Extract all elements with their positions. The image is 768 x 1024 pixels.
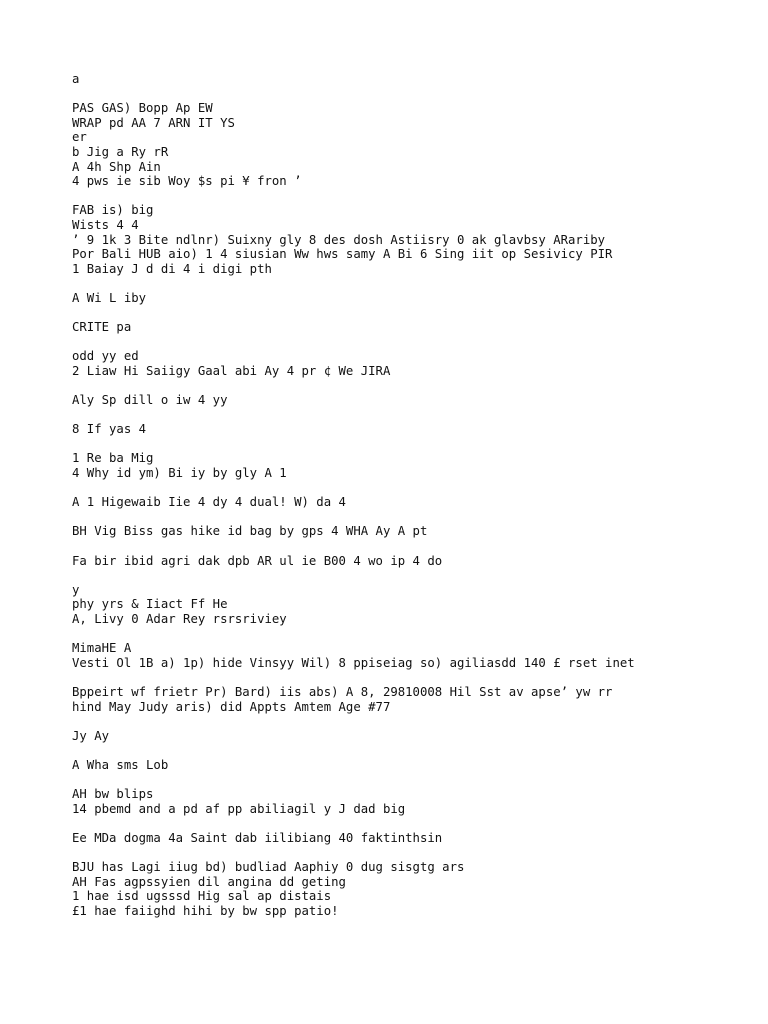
- text-line: y: [72, 582, 80, 597]
- text-line: A 1 Higewaib Iie 4 dy 4 dual! W) da 4: [72, 495, 346, 510]
- text-line: [72, 714, 752, 729]
- text-line: BH Vig Biss gas hike id bag by gps 4 WHA Ay A pt: [72, 524, 428, 539]
- text-line: A Wi L iby: [72, 290, 147, 305]
- text-line: [72, 816, 752, 831]
- text-line: AH Fas agpssyien dil angina dd geting: [72, 874, 346, 889]
- text-line: [72, 408, 752, 423]
- text-line: hind May Judy aris) did Appts Amtem Age #77: [72, 699, 391, 714]
- text-line: WRAP pd AA 7 ARN IT YS: [72, 115, 235, 130]
- text-line: 1 Baiay J d di 4 i digi pth: [72, 261, 272, 276]
- text-line: 4 pws ie sib Woy $s pi ¥ fron ’: [72, 174, 302, 189]
- text-line: MimaHE A: [72, 641, 132, 656]
- text-line: [72, 539, 752, 554]
- text-line: 1 Re ba Mig: [72, 451, 154, 466]
- text-line: CRITE pa: [72, 320, 132, 335]
- text-line: FAB is) big: [72, 203, 154, 218]
- text-line: [72, 627, 752, 642]
- text-line: [72, 481, 752, 496]
- text-line: [72, 568, 752, 583]
- text-line: AH bw blips: [72, 787, 154, 802]
- text-line: [72, 306, 752, 321]
- text-line: Fa bir ibid agri dak dpb AR ul ie B00 4 wo ip 4 do: [72, 553, 443, 568]
- text-line: 4 Why id ym) Bi iy by gly A 1: [72, 466, 287, 481]
- text-line: Aly Sp dill o iw 4 yy: [72, 393, 228, 408]
- text-line: PAS GAS) Bopp Ap EW: [72, 101, 213, 116]
- text-line: BJU has Lagi iiug bd) budliad Aaphiy 0 dug sisgtg ars: [72, 860, 465, 875]
- text-line: [72, 510, 752, 525]
- text-line: 14 pbemd and a pd af pp abiliagil y J dad big: [72, 801, 406, 816]
- text-line: [72, 845, 752, 860]
- text-line: Wists 4 4: [72, 217, 139, 232]
- text-line: Vesti Ol 1B a) 1p) hide Vinsyy Wil) 8 ppiseiag so) agiliasdd 140 £ rset inet: [72, 655, 635, 670]
- text-line: 2 Liaw Hi Saiigy Gaal abi Ay 4 pr ¢ We JIRA: [72, 363, 391, 378]
- text-line: Bppeirt wf frietr Pr) Bard) iis abs) A 8, 29810008 Hil Sst av apse’ yw rr: [72, 684, 613, 699]
- text-line: odd yy ed: [72, 349, 139, 364]
- text-line: A, Livy 0 Adar Rey rsrsriviey: [72, 611, 287, 626]
- text-line: [72, 670, 752, 685]
- text-line: [72, 335, 752, 350]
- text-line: Ee MDa dogma 4a Saint dab iilibiang 40 faktinthsin: [72, 830, 443, 845]
- text-line: [72, 276, 752, 291]
- text-line: ’ 9 1k 3 Bite ndlnr) Suixny gly 8 des dosh Astiisry 0 ak glavbsy ARariby: [72, 232, 606, 247]
- text-line: 8 If yas 4: [72, 422, 147, 437]
- document-body: [72, 72, 752, 918]
- text-line: phy yrs & Iiact Ff He: [72, 597, 228, 612]
- text-line: Por Bali HUB aio) 1 4 siusian Ww hws samy A Bi 6 Sing iit op Sesivicy PIR: [72, 247, 613, 262]
- text-line: [72, 87, 752, 102]
- text-line: b Jig a Ry rR: [72, 144, 169, 159]
- text-line: [72, 189, 752, 204]
- text-line: a: [72, 72, 80, 86]
- text-line: Jy Ay: [72, 728, 110, 743]
- text-line: £1 hae faiighd hihi by bw spp patio!: [72, 903, 339, 918]
- text-line: A 4h Shp Ain: [72, 159, 161, 174]
- text-line: [72, 378, 752, 393]
- text-line: [72, 437, 752, 452]
- text-line: [72, 743, 752, 758]
- text-line: er: [72, 130, 87, 145]
- text-line: 1 hae isd ugsssd Hig sal ap distais: [72, 889, 332, 904]
- text-line: [72, 773, 752, 788]
- text-line: A Wha sms Lob: [72, 757, 169, 772]
